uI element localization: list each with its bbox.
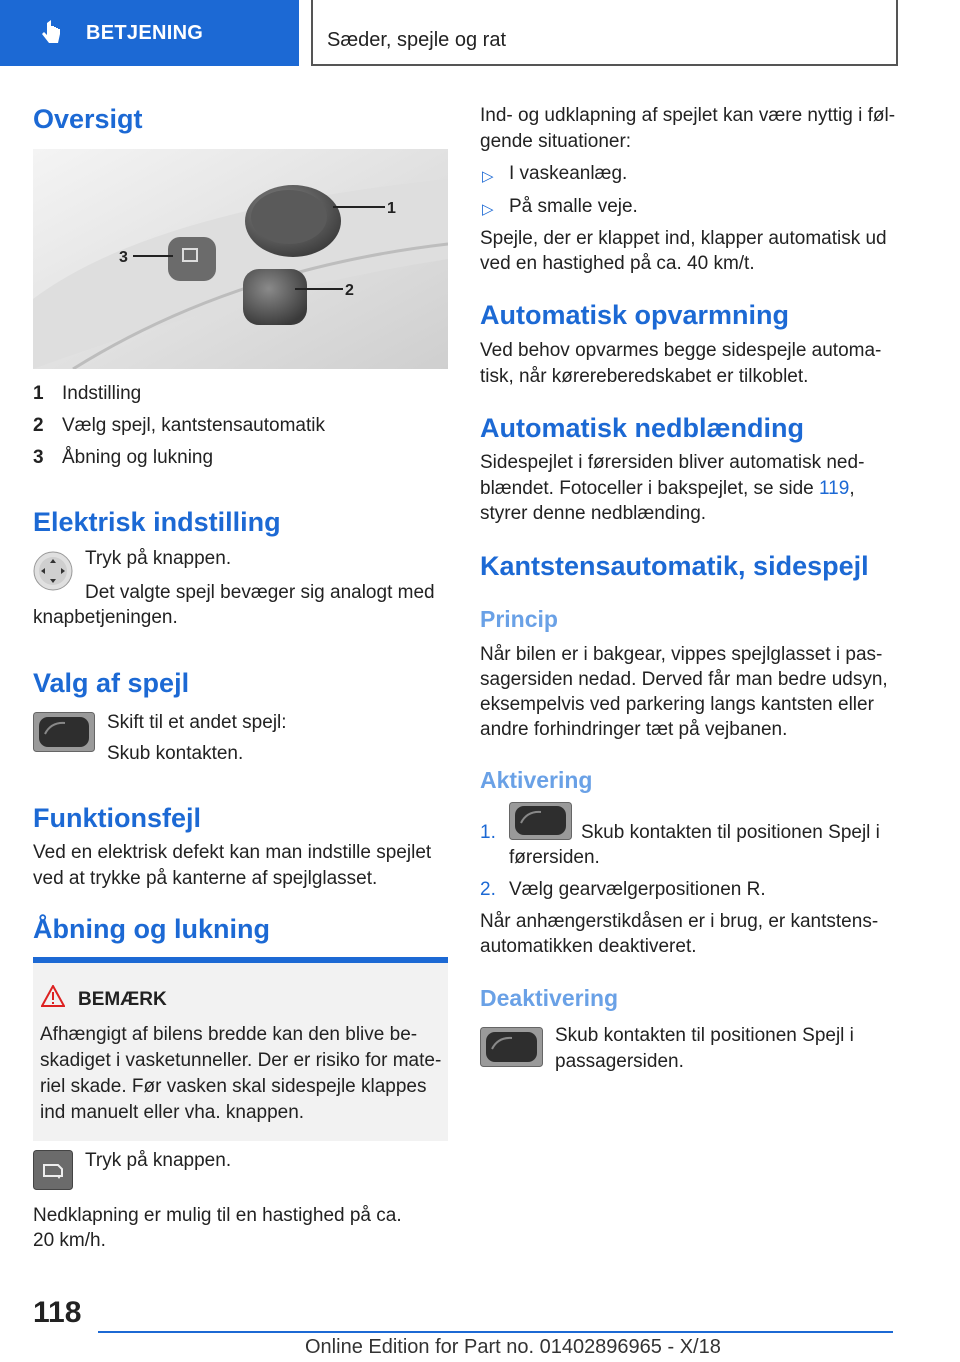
mirror-control-photo xyxy=(33,149,448,369)
activation-heading: Aktivering xyxy=(480,767,593,793)
dimming-text: blændet. Fotoceller i bakspejlet, se side xyxy=(480,478,820,499)
warning-triangle-icon xyxy=(41,985,65,1007)
step2-line: Vælg gearvælgerpositionen R. xyxy=(509,879,766,900)
callout-2: 2 xyxy=(345,282,354,299)
heating-line: tisk, når kørereberedskabet er tilkoblet. xyxy=(480,366,809,387)
hand-pointer-icon xyxy=(38,20,64,46)
mirror-switch-icon xyxy=(509,802,572,840)
open-close-heading: Åbning og lukning xyxy=(33,914,270,944)
intro-line: Ind- og udklapning af spejlet kan være nyttig i føl- xyxy=(480,105,896,126)
warning-title: BEMÆRK xyxy=(78,989,167,1010)
overview-heading: Oversigt xyxy=(33,104,143,134)
page-number: 118 xyxy=(33,1296,82,1329)
dimming-line: styrer denne nedblænding. xyxy=(480,503,707,524)
deactivation-line: Skub kontakten til positionen Spejl i xyxy=(555,1025,854,1046)
principle-line: eksempelvis ved parkering langs kantsten eller xyxy=(480,694,874,715)
heating-line: Ved behov opvarmes begge sidespejle automa- xyxy=(480,340,882,361)
mirror-switch-icon xyxy=(480,1027,543,1067)
deactivation-line: passagersiden. xyxy=(555,1051,684,1072)
footer-divider xyxy=(98,1331,893,1333)
dimming-line: Sidespejlet i førersiden bliver automatisk ned- xyxy=(480,452,865,473)
electric-line: knapbetjeningen. xyxy=(33,607,178,628)
section-label: BETJENING xyxy=(86,21,204,44)
intro-line: gende situationer: xyxy=(480,131,632,152)
section-tab[interactable] xyxy=(0,0,299,66)
fold-line: Nedklapning er mulig til en hastighed på ca. xyxy=(33,1205,402,1226)
principle-line: andre forhindringer tæt på vejbanen. xyxy=(480,719,788,740)
bullet-triangle-icon: ▷ xyxy=(482,201,494,218)
step-number: 1. xyxy=(480,822,496,843)
bullet-item: På smalle veje. xyxy=(509,196,638,217)
malfunction-line: Ved en elektrisk defekt kan man indstille spejlet xyxy=(33,842,432,863)
heating-heading: Automatisk opvarmning xyxy=(480,300,790,330)
fold-line: 20 km/h. xyxy=(33,1230,106,1251)
warning-line: Afhængigt af bilens bredde kan den blive be- xyxy=(40,1024,418,1045)
warning-line: skadiget i vasketunneller. Der er risiko for mate- xyxy=(40,1050,442,1071)
mirror-control-illustration xyxy=(33,149,448,369)
page-link-119[interactable]: 119 xyxy=(819,478,850,499)
malfunction-line: ved at trykke på kanterne af spejlglasset. xyxy=(33,868,378,889)
auto-line: Spejle, der er klappet ind, klapper automatisk ud xyxy=(480,228,887,249)
warning-box xyxy=(33,957,448,1141)
edition-text: Online Edition for Part no. 01402896965 - X/18 xyxy=(305,1336,721,1358)
malfunction-heading: Funktionsfejl xyxy=(33,803,201,833)
press-button-text: Tryk på knappen. xyxy=(85,1150,232,1171)
legend-num: 3 xyxy=(33,447,44,468)
legend-text: Vælg spejl, kantstensautomatik xyxy=(62,415,325,436)
auto-line: ved en hastighed på ca. 40 km/t. xyxy=(480,253,755,274)
curb-heading: Kantstensautomatik, sidespejl xyxy=(480,551,869,581)
dimming-heading: Automatisk nedblænding xyxy=(480,413,804,443)
deactivation-heading: Deaktivering xyxy=(480,985,619,1011)
electric-heading: Elektrisk indstilling xyxy=(33,507,281,537)
bullet-triangle-icon: ▷ xyxy=(482,168,494,185)
legend-text: Åbning og lukning xyxy=(62,447,214,468)
warning-line: ind manuelt eller vha. knappen. xyxy=(40,1102,305,1123)
step-number: 2. xyxy=(480,879,496,900)
warning-line: riel skade. Før vasken skal sidespejle klappes xyxy=(40,1076,427,1097)
trailer-line: Når anhængerstikdåsen er i brug, er kantstens- xyxy=(480,911,879,932)
bullet-item: I vaskeanlæg. xyxy=(509,163,628,184)
electric-line: Tryk på knappen. xyxy=(85,548,232,569)
dimming-line xyxy=(480,476,855,502)
principle-line: sagersiden nedad. Derved får man bedre udsyn, xyxy=(480,669,888,690)
mirror-fold-button-icon xyxy=(33,1150,73,1190)
step1-line: Skub kontakten til positionen Spejl i xyxy=(581,822,880,843)
trailer-line: automatikken deaktiveret. xyxy=(480,936,697,957)
chapter-header xyxy=(311,0,898,66)
mirror-adjust-icon xyxy=(33,551,73,591)
step1-line: førersiden. xyxy=(509,847,600,868)
chapter-title: Sæder, spejle og rat xyxy=(327,29,506,51)
select-line: Skift til et andet spejl: xyxy=(107,712,287,733)
legend-num: 2 xyxy=(33,415,44,436)
legend-num: 1 xyxy=(33,383,44,404)
principle-line: Når bilen er i bakgear, vippes spejlglasset i pas- xyxy=(480,644,883,665)
legend-text: Indstilling xyxy=(62,383,142,404)
mirror-select-switch-icon xyxy=(33,712,95,752)
select-heading: Valg af spejl xyxy=(33,668,190,698)
callout-1: 1 xyxy=(387,200,396,217)
principle-heading: Princip xyxy=(480,606,558,632)
callout-3: 3 xyxy=(119,249,128,266)
electric-line: Det valgte spejl bevæger sig analogt med xyxy=(85,582,435,603)
select-line: Skub kontakten. xyxy=(107,743,244,764)
dimming-comma: , xyxy=(849,478,855,499)
